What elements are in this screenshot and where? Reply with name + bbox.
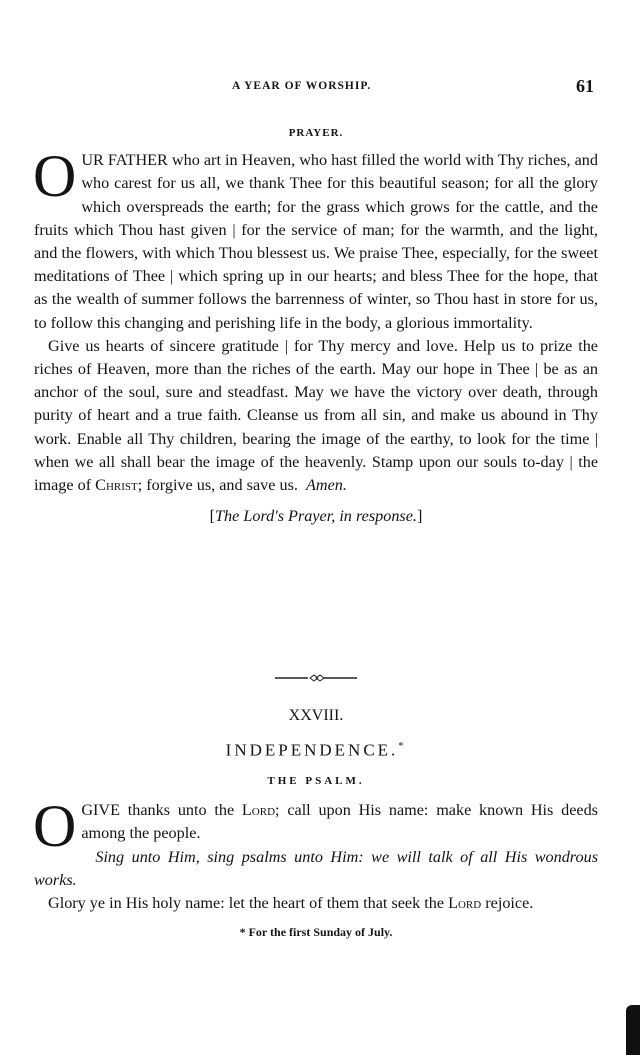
page-number: 61 — [576, 76, 594, 96]
prayer-section — [34, 122, 598, 528]
prayer-heading: PRAYER. — [288, 127, 344, 139]
prayer-lead-words: UR FATHER — [81, 151, 168, 170]
psalm-verse-2: Sing unto Him, sing psalms unto Him: we will talk of all His wondrous works. — [34, 847, 598, 889]
scan-edge-shadow — [626, 1005, 640, 1055]
psalm-verse-1-a: GIVE thanks unto the — [81, 801, 242, 820]
response-open-bracket: [ — [209, 507, 216, 526]
footnote-marker: * — [398, 741, 407, 753]
drop-cap: O — [33, 793, 77, 860]
prayer-paragraph-1-text: who art in Heaven, who hast filled the world with Thy riches, and who carest for us all, we thank Thee for this beautiful season; for all the glory which overspreads the earth; for the grass which grows for the cattle, and the fruits which Thou hast given | for the service of man; for the warmth, and the light, and the flowers, with which Thou blessest us. We praise Thee, especially, for the sweet meditations of Thee | which spring up in our hearts; and bless Thee for the hope, that as the wealth of summer follows the barrenness of winter, so Thou hast in store for us, to follow this changing and perishing life in the body, a glorious immortality. — [34, 151, 598, 332]
psalm-verse-1-b: ; call upon His name: make known His deeds among the people. — [81, 801, 598, 843]
running-head — [0, 76, 640, 100]
section-title — [34, 735, 598, 762]
response-rest: , in response. — [331, 507, 417, 526]
footnote: * For the first Sunday of July. — [239, 925, 393, 940]
prayer-paragraph-2-text: Give us hearts of sincere gratitude | for Thy mercy and love. Help us to prize the riches of Heaven, more than the riches of the earth. May our hope in Thee | be as an anchor of the soul, sure and steadfast. May we have the victory over death, through purity of heart and a true faith. Cleanse us from all sin, and make us abound in Thy work. Enable all Thy children, bearing the image of the earthy, to look for the time | when we all shall bear the image of the heavenly. Stamp upon our souls to-day | the image of — [34, 336, 598, 495]
psalm-heading: THE PSALM. — [267, 775, 365, 788]
response-note — [34, 505, 598, 528]
christ-small-caps: Christ — [95, 476, 138, 495]
amen: Amen. — [306, 476, 347, 495]
lord-small-caps: Lord — [241, 801, 276, 820]
psalm-verse-1 — [33, 793, 598, 860]
drop-cap: O — [33, 143, 77, 210]
lord-small-caps: Lord — [448, 894, 482, 913]
response-close-bracket: ] — [416, 507, 423, 526]
psalm-verse-3 — [34, 892, 598, 915]
prayer-paragraph-1 — [33, 143, 598, 335]
section-number: XXVIII. — [288, 707, 344, 724]
ornament-divider — [275, 674, 357, 682]
running-head-title: A YEAR OF WORSHIP. — [232, 80, 372, 92]
independence-section — [34, 704, 598, 944]
section-title-text: INDEPENDENCE. — [225, 740, 399, 760]
psalm-verse-3-b: rejoice. — [481, 894, 534, 913]
psalm-verse-3-a: Glory ye in His holy name: let the heart of them that seek the — [48, 894, 449, 913]
response-title: The Lord's Prayer — [215, 507, 332, 526]
prayer-paragraph-2-end: ; forgive us, and save us. — [137, 476, 298, 495]
prayer-paragraph-2 — [34, 335, 598, 497]
